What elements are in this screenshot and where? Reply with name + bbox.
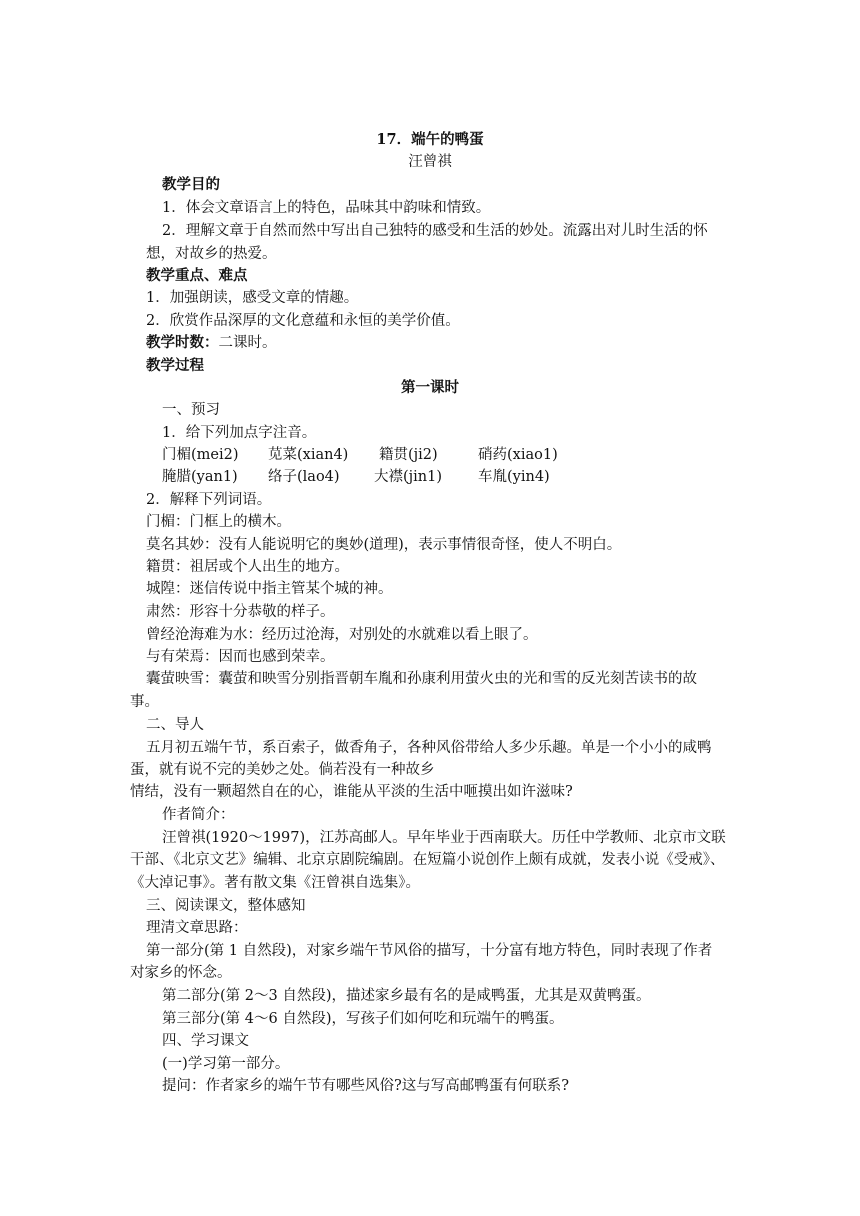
read-heading: 三、阅读课文，整体感知: [146, 898, 306, 914]
pinyin-item: 苋菜(xian4): [268, 447, 349, 463]
vocab-item: 肃然：形容十分恭敬的样子。: [146, 604, 335, 620]
pinyin-item: 络子(lao4): [268, 469, 340, 485]
bio-para-cont: 干部、《北京文艺》编辑、北京京剧院编剧。在短篇小说创作上颇有成就，发表小说《受戒》、: [130, 852, 725, 868]
hours-value: 二课时。: [218, 335, 277, 351]
intro-para-cont: 情结，没有一颗超然自在的心，谁能从平淡的生活中咂摸出如许滋味?: [130, 784, 573, 800]
intro-para-cont: 蛋，就有说不完的美妙之处。倘若没有一种故乡: [130, 762, 435, 778]
lesson-title: 17．端午的鸭蛋: [376, 131, 484, 148]
goals-heading: 教学目的: [162, 176, 220, 193]
hours-line: [146, 333, 277, 353]
key-2: 2．欣赏作品深厚的文化意蕴和永恒的美学价值。: [146, 313, 460, 329]
study-part-1: (一)学习第一部分。: [162, 1056, 290, 1072]
study-heading: 四、学习课文: [162, 1033, 249, 1049]
pinyin-item: 硝药(xiao1): [478, 447, 558, 463]
vocab-item: 籍贯：祖居或个人出生的地方。: [146, 559, 349, 575]
vocab-item: 囊萤映雪：囊萤和映雪分别指晋朝车胤和孙康利用萤火虫的光和雪的反光刻苦读书的故: [146, 671, 697, 687]
bio-para-cont: 《大淖记事》。著有散文集《汪曾祺自选集》。: [130, 875, 420, 891]
key-heading: 教学重点、难点: [146, 267, 248, 284]
vocab-item: 门楣：门框上的横木。: [146, 514, 291, 530]
key-1: 1．加强朗读，感受文章的情趣。: [146, 290, 359, 306]
goal-1: 1．体会文章语言上的特色，品味其中韵味和情致。: [162, 200, 491, 216]
intro-para: 五月初五端午节，系百索子，做香角子，各种风俗带给人多少乐趣。单是一个小小的咸鸭: [146, 740, 712, 756]
pinyin-item: 大襟(jin1): [374, 469, 443, 485]
vocab-task: 2．解释下列词语。: [146, 492, 272, 508]
vocab-item: 城隍：迷信传说中指主管某个城的神。: [146, 581, 393, 597]
part-3: 第三部分(第 4～6 自然段)，写孩子们如何吃和玩端午的鸭蛋。: [162, 1011, 564, 1027]
goal-2: 2．理解文章于自然而然中写出自己独特的感受和生活的妙处。流露出对儿时生活的怀: [162, 223, 708, 239]
goal-2-cont: 想，对故乡的热爱。: [146, 246, 277, 262]
part-1: 第一部分(第 1 自然段)，对家乡端午节风俗的描写，十分富有地方特色，同时表现了作者: [146, 943, 713, 959]
lesson-1-heading: 第一课时: [401, 379, 459, 396]
vocab-item-cont: 事。: [130, 694, 159, 710]
preview-heading: 一、预习: [162, 402, 220, 418]
pinyin-item: 车胤(yin4): [478, 469, 550, 485]
pinyin-task: 1．给下列加点字注音。: [162, 425, 317, 441]
author-name: 汪曾祺: [408, 154, 452, 170]
pinyin-item: 门楣(mei2): [162, 447, 239, 463]
hours-label: 教学时数：: [146, 334, 219, 351]
pinyin-item: 腌腊(yan1): [162, 469, 238, 485]
question: 提问：作者家乡的端午节有哪些风俗?这与写高邮鸭蛋有何联系?: [162, 1078, 570, 1094]
vocab-item: 莫名其妙：没有人能说明它的奥妙(道理)，表示事情很奇怪，使人不明白。: [146, 537, 622, 553]
vocab-item: 与有荣焉：因而也感到荣幸。: [146, 649, 335, 665]
structure-label: 理清文章思路：: [146, 920, 248, 936]
part-1-cont: 对家乡的怀念。: [130, 965, 232, 981]
pinyin-row-1: [162, 445, 558, 465]
author-intro-label: 作者简介：: [162, 807, 235, 823]
process-heading: 教学过程: [146, 357, 204, 374]
bio-para: 汪曾祺(1920～1997)，江苏高邮人。早年毕业于西南联大。历任中学教师、北京市文联: [162, 830, 726, 846]
pinyin-row-2: [162, 467, 550, 487]
vocab-item: 曾经沧海难为水：经历过沧海，对别处的水就难以看上眼了。: [146, 627, 538, 643]
part-2: 第二部分(第 2～3 自然段)，描述家乡最有名的是咸鸭蛋，尤其是双黄鸭蛋。: [162, 988, 651, 1004]
intro-heading: 二、导人: [146, 717, 204, 733]
pinyin-item: 籍贯(ji2): [379, 447, 438, 463]
